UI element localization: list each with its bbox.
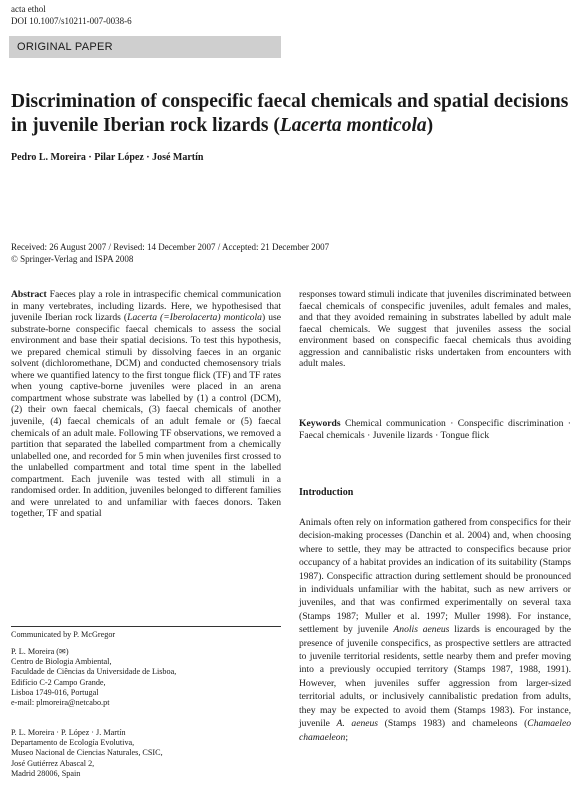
introduction-paragraph: [299, 516, 571, 744]
intro-species-3: Chamaeleo chamaeleon: [299, 718, 571, 743]
affiliation-line: Museo Nacional de Ciencias Naturales, CSIC,: [11, 748, 163, 758]
intro-text-2: lizards is encouraged by the presence of juvenile conspecifics, as prospective settlers are attracted to juvenile territorial residents, settle nearby them and prefer moving into a previously occupied territory (Stamps 1987, 1988, 1991). However, when juveniles suffer aggression from larger-sized territorial adults, or inclusively cannibalistic predation from adults, they may be expected to avoid them (Stamps 1983). For instance, juvenile: [299, 624, 571, 730]
keywords-paragraph: [299, 418, 571, 441]
doi-link[interactable]: DOI 10.1007/s10211-007-0038-6: [11, 16, 132, 26]
intro-species-2: A. aeneus: [336, 718, 379, 730]
affiliation-2: [11, 728, 281, 779]
affiliation-line: P. L. Moreira · P. López · J. Martín: [11, 728, 126, 737]
keywords-text: Chemical communication · Conspecific discrimination · Faecal chemicals · Juvenile lizards · Tongue flick: [299, 418, 571, 441]
affiliation-line: P. L. Moreira (✉): [11, 647, 69, 656]
intro-text-3: (Stamps 1983) and chameleons (: [378, 718, 528, 730]
title-text: Discrimination of conspecific faecal chemicals and spatial decisions in juvenile Iberian rock lizards (: [11, 91, 569, 136]
abstract-text-1: Faeces play a role in intraspecific chemical communication in many vertebrates, including lizards. Here, we hypothesised that juvenile Iberian rock lizards (: [11, 289, 281, 324]
intro-species-1: Anolis aeneus: [393, 624, 450, 636]
keywords-block: [299, 418, 571, 441]
affiliation-line: Departamento de Ecología Evolutiva,: [11, 738, 135, 748]
affiliation-line: José Gutiérrez Abascal 2,: [11, 758, 95, 768]
email-link[interactable]: e-mail: plmoreira@netcabo.pt: [11, 698, 110, 708]
publication-dates: Received: 26 August 2007 / Revised: 14 December 2007 / Accepted: 21 December 2007: [11, 242, 330, 252]
copyright-notice: © Springer-Verlag and ISPA 2008: [11, 254, 134, 264]
affiliation-line: Lisboa 1749-016, Portugal: [11, 687, 99, 697]
title-close: ): [426, 115, 434, 136]
footnote-divider: [11, 626, 281, 627]
communicated-by: Communicated by P. McGregor: [11, 630, 116, 639]
abstract-left-column: [11, 289, 281, 520]
title-species: Lacerta monticola: [279, 115, 427, 136]
abstract-continued: responses toward stimuli indicate that juveniles discriminated between faecal chemicals of conspecific juveniles, adult females and males, and that they avoided remaining in substrates labelled by adult male faecal chemicals. We suggest that juveniles assess the social environment based on conspecific faecal chemicals thus avoiding aggression and cannibalistic risks undertaken from encounters with adult males.: [299, 289, 571, 370]
affiliation-1: [11, 647, 281, 708]
keywords-label: Keywords: [299, 418, 341, 429]
abstract-paragraph: [11, 289, 281, 520]
intro-text-1: Animals often rely on information gathered from conspecifics for their decision-making processes (Danchin et al. 2004) and, when choosing where to settle, they may be attracted to conspecifics because prior occupancy of a habitat provides an indication of its suitability (Stamps 1987). Conspecific attraction during settlement should be pronounced in individuals unfamiliar with the habitat, such as new arrivers or juveniles, and that was confirmed experimentally on several taxa (Stamps 1987; Muller et al. 1997; Muller 1998). For instance, settlement by juvenile: [299, 517, 571, 636]
introduction-body: [299, 516, 571, 744]
abstract-text-2: ) use substrate-borne conspecific faecal chemicals to assess the social environment and base their spatial decisions. To test this hypothesis, we prepared chemical stimuli by dissolving faeces in an organic solvent (dichloromethane, DCM) and conducted chemosensory trials where we quantified latency to the first tongue flick (TF) and TF rates when young captive-borne juveniles were placed in an arena compartment whose substrate was labelled by (1) a control (DCM), (2) their own faecal chemicals, (3) faecal chemicals of another juvenile, (4) faecal chemicals of an adult female or (5) faecal chemicals of an adult male. Following TF observations, we removed a partition that separated the labelled compartment from a chemically unlabelled one, and recorded for 5 min when juveniles first crossed to the unlabelled compartment and total time spent in the labelled compartment. Each juvenile was tested with all stimuli in a randomised order. In addition, juveniles belonged to different families and were unrelated to and unfamiliar with faeces donors. Taken together, TF and spatial: [11, 312, 281, 520]
abstract-species: Lacerta (=Iberolacerta) monticola: [127, 312, 262, 324]
author-list: Pedro L. Moreira · Pilar López · José Martín: [11, 152, 204, 163]
intro-text-4: ;: [345, 731, 349, 743]
abstract-right-column: [299, 289, 571, 370]
journal-name: acta ethol: [11, 4, 46, 14]
article-title: [11, 90, 571, 138]
affiliation-line: Faculdade de Ciências da Universidade de Lisboa,: [11, 667, 177, 677]
affiliation-line: Centro de Biologia Ambiental,: [11, 657, 112, 667]
introduction-heading: Introduction: [299, 487, 354, 498]
affiliation-line: Madrid 28006, Spain: [11, 768, 81, 778]
affiliation-line: Edifício C-2 Campo Grande,: [11, 677, 106, 687]
abstract-label: Abstract: [11, 289, 47, 300]
section-banner: ORIGINAL PAPER: [9, 36, 281, 58]
